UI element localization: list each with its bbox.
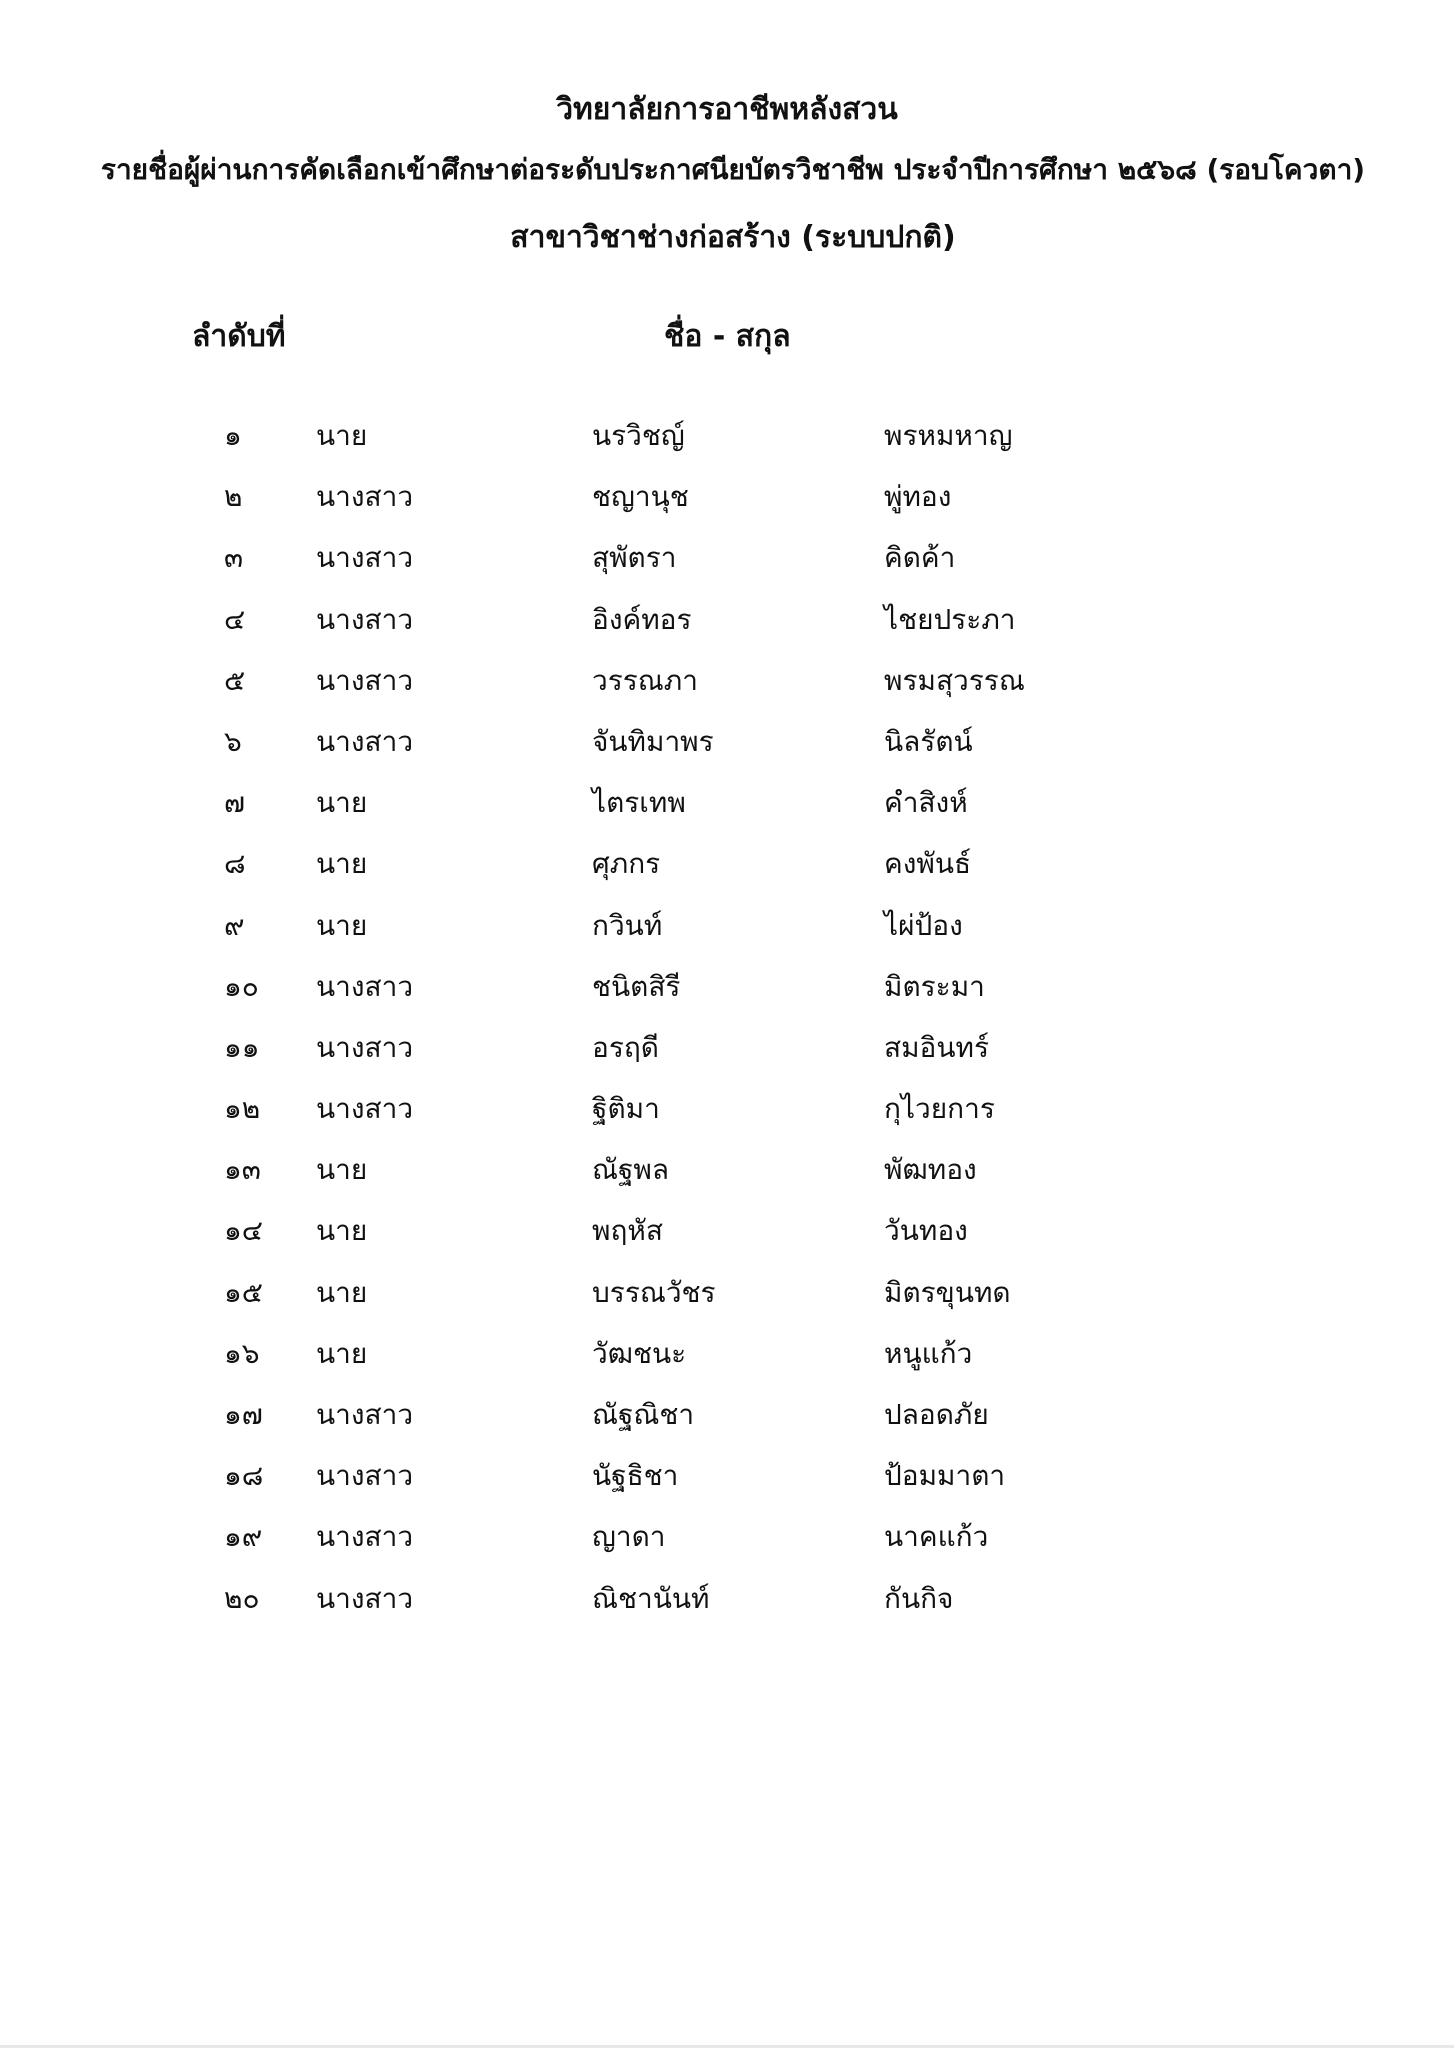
row-first-name: วัฒชนะ — [592, 1336, 687, 1370]
row-first-name: สุพัตรา — [592, 541, 677, 575]
row-last-name: ไผ่ป้อง — [884, 908, 963, 942]
row-first-name: อิงค์ทอร — [592, 602, 692, 636]
row-first-name: นรวิชญ์ — [592, 419, 685, 452]
row-last-name: มิตรขุนทด — [884, 1275, 1011, 1309]
list-item — [0, 1138, 1454, 1199]
row-title: นางสาว — [316, 1030, 414, 1064]
row-number: ๙ — [224, 908, 245, 942]
row-title: นาย — [316, 1214, 368, 1248]
row-number: ๖ — [224, 724, 242, 758]
row-title: นางสาว — [316, 663, 414, 697]
row-last-name: ปลอดภัย — [884, 1398, 989, 1431]
row-first-name: ศุภกร — [592, 847, 661, 881]
row-first-name: นัฐธิชา — [592, 1459, 679, 1493]
column-header-number: ลำดับที่ — [192, 319, 286, 354]
row-title: นางสาว — [316, 1581, 414, 1615]
row-title: นางสาว — [316, 969, 414, 1003]
row-number: ๔ — [224, 602, 246, 636]
row-last-name: พรมสุวรรณ — [884, 663, 1025, 697]
row-title: นาย — [316, 1153, 368, 1187]
row-last-name: พรหมหาญ — [884, 419, 1013, 452]
list-item — [0, 465, 1454, 526]
row-title: นางสาว — [316, 1459, 414, 1493]
row-number: ๑๖ — [224, 1336, 260, 1370]
row-number: ๒ — [224, 480, 243, 514]
list-item — [0, 771, 1454, 832]
row-number: ๗ — [224, 786, 246, 820]
row-last-name: สมอินทร์ — [884, 1030, 989, 1064]
row-last-name: คำสิงห์ — [884, 786, 968, 820]
row-last-name: มิตระมา — [884, 969, 985, 1003]
row-number: ๑๐ — [224, 969, 259, 1003]
row-last-name: นิลรัตน์ — [884, 724, 973, 758]
list-item — [0, 1199, 1454, 1260]
row-first-name: ณัฐพล — [592, 1153, 670, 1187]
row-last-name: พู่ทอง — [884, 480, 952, 514]
row-first-name: บรรณวัชร — [592, 1275, 716, 1309]
row-last-name: หนูแก้ว — [884, 1336, 973, 1370]
announcement-title: รายชื่อผู้ผ่านการคัดเลือกเข้าศึกษาต่อระดับประกาศนียบัตรวิชาชีพ ประจำปีการศึกษา ๒๕๖๘ (รอบโควตา) — [100, 153, 1366, 186]
row-first-name: ชนิตสิรี — [592, 969, 681, 1003]
row-last-name: นาคแก้ว — [884, 1520, 989, 1554]
row-number: ๑ — [224, 419, 242, 452]
row-first-name: ณิชานันท์ — [592, 1581, 710, 1615]
row-last-name: กุไวยการ — [884, 1092, 995, 1126]
list-item — [0, 1016, 1454, 1077]
row-first-name: พฤหัส — [592, 1214, 663, 1248]
row-number: ๓ — [224, 541, 244, 575]
row-last-name: ไชยประภา — [884, 602, 1016, 636]
column-header-name: ชื่อ - สกุล — [664, 319, 791, 354]
list-item — [0, 649, 1454, 710]
row-number: ๑๑ — [224, 1030, 260, 1064]
row-number: ๕ — [224, 663, 246, 697]
list-item — [0, 1505, 1454, 1566]
student-list — [0, 404, 1454, 1628]
row-first-name: ไตรเทพ — [592, 786, 686, 820]
row-last-name: ป้อมมาตา — [884, 1459, 1006, 1493]
row-title: นาย — [316, 419, 368, 452]
list-item — [0, 1383, 1454, 1444]
list-item — [0, 1567, 1454, 1628]
list-item — [0, 894, 1454, 955]
list-item — [0, 1322, 1454, 1383]
row-title: นาย — [316, 1336, 368, 1370]
row-first-name: วรรณภา — [592, 663, 698, 697]
row-number: ๑๓ — [224, 1153, 261, 1187]
row-first-name: ณัฐณิชา — [592, 1398, 695, 1431]
row-title: นาย — [316, 786, 368, 820]
list-item — [0, 404, 1454, 465]
row-title: นาย — [316, 908, 368, 942]
row-last-name: คิดค้า — [884, 541, 956, 575]
row-number: ๘ — [224, 847, 246, 881]
list-item — [0, 1261, 1454, 1322]
row-first-name: อรฤดี — [592, 1030, 659, 1064]
list-item — [0, 710, 1454, 771]
row-last-name: พัฒทอง — [884, 1153, 977, 1187]
row-first-name: จันทิมาพร — [592, 724, 714, 758]
row-number: ๑๔ — [224, 1214, 263, 1248]
row-number: ๑๗ — [224, 1398, 263, 1431]
college-name: วิทยาลัยการอาชีพหลังสวน — [556, 92, 898, 127]
row-last-name: วันทอง — [884, 1214, 968, 1248]
row-last-name: คงพันธ์ — [884, 847, 972, 881]
department-title: สาขาวิชาช่างก่อสร้าง (ระบบปกติ) — [510, 220, 956, 255]
list-item — [0, 526, 1454, 587]
list-item — [0, 955, 1454, 1016]
list-item — [0, 832, 1454, 893]
row-number: ๑๒ — [224, 1092, 261, 1126]
row-number: ๒๐ — [224, 1581, 260, 1615]
row-last-name: กันกิจ — [884, 1581, 954, 1615]
row-title: นาย — [316, 847, 368, 881]
row-number: ๑๕ — [224, 1275, 263, 1309]
row-title: นาย — [316, 1275, 368, 1309]
row-number: ๑๙ — [224, 1520, 263, 1554]
row-title: นางสาว — [316, 1398, 414, 1431]
list-item — [0, 1444, 1454, 1505]
row-title: นางสาว — [316, 541, 414, 575]
row-title: นางสาว — [316, 724, 414, 758]
list-item — [0, 588, 1454, 649]
row-first-name: ชญานุช — [592, 480, 689, 514]
row-first-name: กวินท์ — [592, 908, 663, 942]
row-title: นางสาว — [316, 1520, 414, 1554]
row-title: นางสาว — [316, 480, 414, 514]
list-item — [0, 1077, 1454, 1138]
row-title: นางสาว — [316, 1092, 414, 1126]
row-number: ๑๘ — [224, 1459, 264, 1493]
row-first-name: ฐิติมา — [592, 1092, 660, 1126]
row-title: นางสาว — [316, 602, 414, 636]
row-first-name: ญาดา — [592, 1520, 666, 1554]
